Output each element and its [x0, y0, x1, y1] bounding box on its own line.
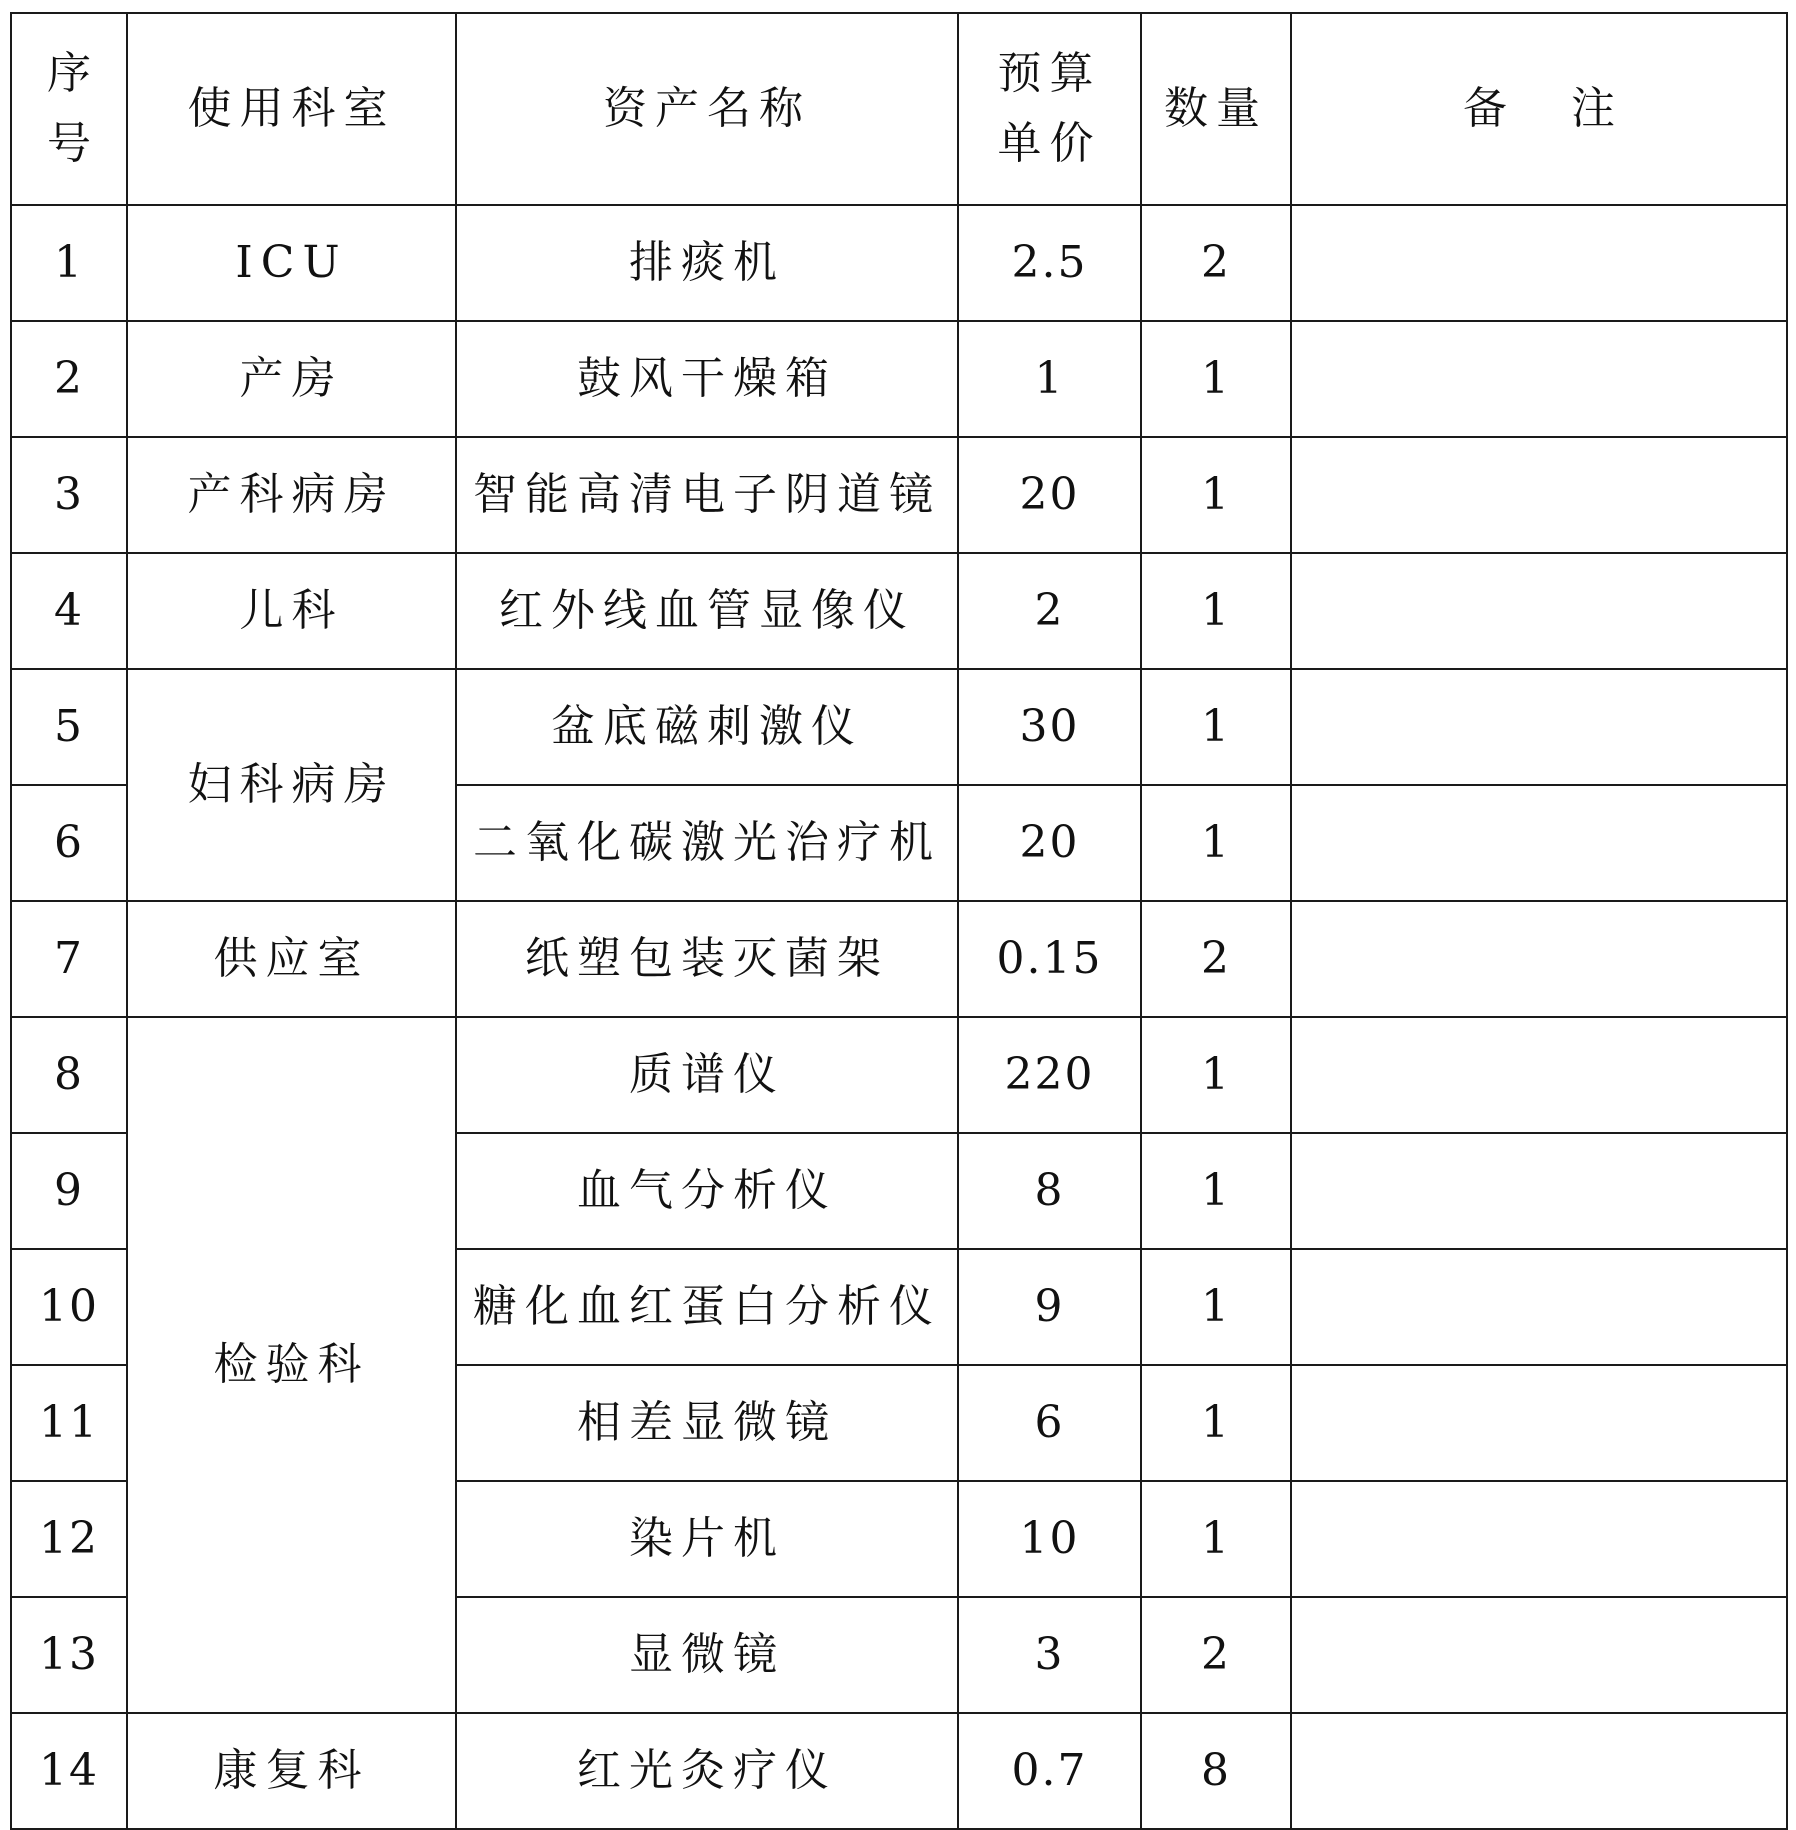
- row-index: 12: [11, 1481, 127, 1597]
- row-asset-name: 盆底磁刺激仪: [456, 669, 958, 785]
- row-asset-name: 糖化血红蛋白分析仪: [456, 1249, 958, 1365]
- row-index: 3: [11, 437, 127, 553]
- row-budget-price: 0.7: [958, 1713, 1141, 1829]
- row-remarks: [1291, 553, 1787, 669]
- row-budget-price: 1: [958, 321, 1141, 437]
- table-row: [11, 901, 1787, 1017]
- row-index: 1: [11, 205, 127, 321]
- row-asset-name: 显微镜: [456, 1597, 958, 1713]
- header-department: 使用科室: [127, 13, 456, 205]
- row-asset-name: 红光灸疗仪: [456, 1713, 958, 1829]
- row-department: 产房: [127, 321, 456, 437]
- row-budget-price: 9: [958, 1249, 1141, 1365]
- row-quantity: 2: [1141, 1597, 1291, 1713]
- row-index: 10: [11, 1249, 127, 1365]
- row-budget-price: 2: [958, 553, 1141, 669]
- row-remarks: [1291, 785, 1787, 901]
- row-quantity: 1: [1141, 785, 1291, 901]
- row-remarks: [1291, 1481, 1787, 1597]
- row-budget-price: 220: [958, 1017, 1141, 1133]
- row-index: 9: [11, 1133, 127, 1249]
- header-row: [11, 13, 1787, 205]
- row-quantity: 1: [1141, 1017, 1291, 1133]
- row-quantity: 1: [1141, 1481, 1291, 1597]
- row-remarks: [1291, 1133, 1787, 1249]
- row-budget-price: 8: [958, 1133, 1141, 1249]
- row-index: 14: [11, 1713, 127, 1829]
- row-quantity: 2: [1141, 901, 1291, 1017]
- row-quantity: 2: [1141, 205, 1291, 321]
- table-row: [11, 1017, 1787, 1133]
- row-index: 11: [11, 1365, 127, 1481]
- row-asset-name: 质谱仪: [456, 1017, 958, 1133]
- row-asset-name: 鼓风干燥箱: [456, 321, 958, 437]
- row-quantity: 1: [1141, 1133, 1291, 1249]
- header-budget-price: 预算 单价: [958, 13, 1141, 205]
- row-asset-name: 红外线血管显像仪: [456, 553, 958, 669]
- row-quantity: 1: [1141, 553, 1291, 669]
- row-department: 儿科: [127, 553, 456, 669]
- row-quantity: 1: [1141, 437, 1291, 553]
- row-remarks: [1291, 1365, 1787, 1481]
- row-budget-price: 20: [958, 785, 1141, 901]
- row-asset-name: 智能高清电子阴道镜: [456, 437, 958, 553]
- row-department: 妇科病房: [127, 669, 456, 901]
- table-row: [11, 205, 1787, 321]
- row-remarks: [1291, 1597, 1787, 1713]
- row-index: 4: [11, 553, 127, 669]
- row-remarks: [1291, 205, 1787, 321]
- row-index: 2: [11, 321, 127, 437]
- row-department: ICU: [127, 205, 456, 321]
- row-remarks: [1291, 1713, 1787, 1829]
- row-asset-name: 血气分析仪: [456, 1133, 958, 1249]
- row-quantity: 8: [1141, 1713, 1291, 1829]
- row-asset-name: 纸塑包装灭菌架: [456, 901, 958, 1017]
- row-asset-name: 二氧化碳激光治疗机: [456, 785, 958, 901]
- row-asset-name: 相差显微镜: [456, 1365, 958, 1481]
- row-index: 7: [11, 901, 127, 1017]
- row-index: 13: [11, 1597, 127, 1713]
- row-remarks: [1291, 437, 1787, 553]
- row-department: 供应室: [127, 901, 456, 1017]
- row-remarks: [1291, 669, 1787, 785]
- row-quantity: 1: [1141, 1365, 1291, 1481]
- row-department: 康复科: [127, 1713, 456, 1829]
- row-index: 5: [11, 669, 127, 785]
- row-remarks: [1291, 1017, 1787, 1133]
- table-row: [11, 669, 1787, 785]
- table-row: [11, 1713, 1787, 1829]
- row-budget-price: 0.15: [958, 901, 1141, 1017]
- row-department: 产科病房: [127, 437, 456, 553]
- row-asset-name: 排痰机: [456, 205, 958, 321]
- row-budget-price: 2.5: [958, 205, 1141, 321]
- asset-table: [10, 12, 1788, 1830]
- row-budget-price: 10: [958, 1481, 1141, 1597]
- row-quantity: 1: [1141, 1249, 1291, 1365]
- row-remarks: [1291, 321, 1787, 437]
- header-remarks: 备注: [1291, 13, 1787, 205]
- row-budget-price: 6: [958, 1365, 1141, 1481]
- row-budget-price: 20: [958, 437, 1141, 553]
- row-budget-price: 30: [958, 669, 1141, 785]
- row-index: 8: [11, 1017, 127, 1133]
- row-quantity: 1: [1141, 321, 1291, 437]
- row-quantity: 1: [1141, 669, 1291, 785]
- table-row: [11, 553, 1787, 669]
- row-remarks: [1291, 1249, 1787, 1365]
- header-quantity: 数量: [1141, 13, 1291, 205]
- header-index: 序 号: [11, 13, 127, 205]
- table-row: [11, 437, 1787, 553]
- table-row: [11, 321, 1787, 437]
- row-department: 检验科: [127, 1017, 456, 1713]
- row-index: 6: [11, 785, 127, 901]
- row-asset-name: 染片机: [456, 1481, 958, 1597]
- row-remarks: [1291, 901, 1787, 1017]
- row-budget-price: 3: [958, 1597, 1141, 1713]
- header-asset-name: 资产名称: [456, 13, 958, 205]
